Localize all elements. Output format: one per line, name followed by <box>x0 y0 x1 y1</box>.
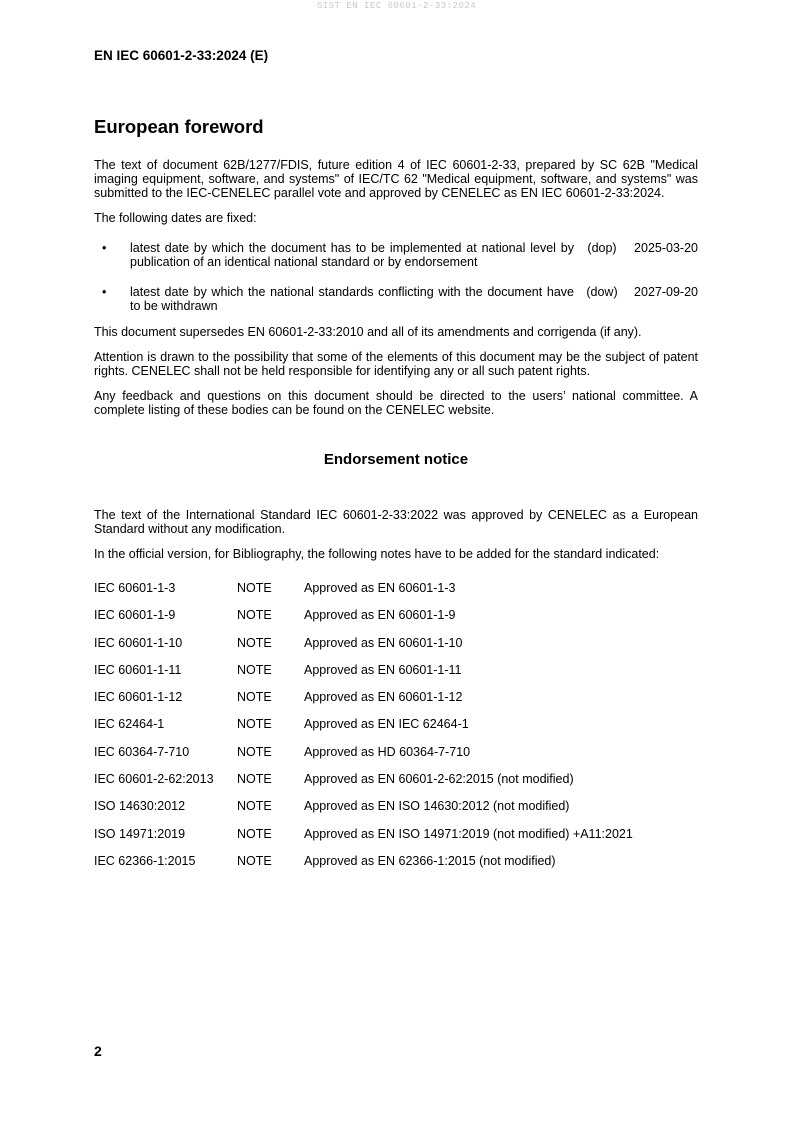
note-text-cell: Approved as EN 60601-1-3 <box>304 581 456 595</box>
note-text-cell: Approved as EN 60601-1-9 <box>304 608 456 623</box>
bibliography-notes-table <box>94 581 698 881</box>
bullet-code: (dop) <box>587 241 617 255</box>
standard-cell: IEC 60601-2-62:2013 <box>94 772 214 787</box>
note-text-cell: Approved as EN ISO 14971:2019 (not modified) +A11:2021 <box>304 826 633 841</box>
table-row <box>94 799 698 826</box>
foreword-title: European foreword <box>94 116 264 137</box>
standard-cell: IEC 60601-1-10 <box>94 635 183 650</box>
bullet-text: latest date by which the national standards conflicting with the document have to be withdrawn <box>130 285 574 313</box>
note-label-cell: NOTE <box>237 772 272 787</box>
note-label-cell: NOTE <box>237 662 272 677</box>
note-label-cell: NOTE <box>237 690 272 705</box>
watermark: SIST EN IEC 60601-2-33:2024 <box>316 1 477 11</box>
standard-cell: IEC 60364-7-710 <box>94 744 190 759</box>
note-label-cell: NOTE <box>237 635 272 650</box>
bullet-marker: • <box>102 241 107 255</box>
standard-cell: IEC 60601-1-9 <box>94 608 176 623</box>
standard-cell: IEC 62366-1:2015 <box>94 853 196 868</box>
note-label-cell: NOTE <box>237 853 272 868</box>
bullet-marker: • <box>102 285 107 299</box>
bullet-text: latest date by which the document has to be implemented at national level by publication of an identical national standard or by endorsement <box>130 241 574 269</box>
note-text-cell: Approved as EN IEC 62464-1 <box>304 717 469 732</box>
note-label-cell: NOTE <box>237 799 272 814</box>
foreword-paragraph-4: Attention is drawn to the possibility that some of the elements of this document may be the subject of patent rights. CENELEC shall not be held responsible for identifying any or all such patent rights. <box>94 350 698 378</box>
foreword-paragraph-5: Any feedback and questions on this document should be directed to the users’ national committee. A complete listing of these bodies can be found on the CENELEC website. <box>94 389 698 417</box>
bullet-date: 2027-09-20 <box>634 285 698 299</box>
foreword-paragraph-1: The text of document 62B/1277/FDIS, future edition 4 of IEC 60601-2-33, prepared by SC 62B "Medical imaging equipment, software, and systems" of IEC/TC 62 "Medical equipment, software, and systems" was submitted to the IEC-CENELEC parallel vote and approved by CENELEC as EN IEC 60601-2-33:2024. <box>94 158 698 200</box>
note-text-cell: Approved as EN 60601-1-12 <box>304 690 463 705</box>
table-row <box>94 663 698 690</box>
note-label-cell: NOTE <box>237 581 272 595</box>
note-label-cell: NOTE <box>237 744 272 759</box>
note-text-cell: Approved as HD 60364-7-710 <box>304 744 471 759</box>
foreword-paragraph-2: The following dates are fixed: <box>94 211 257 225</box>
standard-cell: ISO 14971:2019 <box>94 826 186 841</box>
note-label-cell: NOTE <box>237 608 272 623</box>
endorsement-paragraph-2: In the official version, for Bibliography, the following notes have to be added for the standard indicated: <box>94 547 660 561</box>
endorsement-title: Endorsement notice <box>323 451 469 468</box>
table-row <box>94 717 698 744</box>
date-bullet-dop <box>94 241 698 269</box>
page-content <box>94 116 698 881</box>
page-number: 2 <box>94 1043 102 1059</box>
bullet-code: (dow) <box>586 285 618 299</box>
foreword-paragraph-3: This document supersedes EN 60601-2-33:2010 and all of its amendments and corrigenda (if any). <box>94 325 642 339</box>
note-text-cell: Approved as EN 60601-2-62:2015 (not modified) <box>304 772 574 787</box>
standard-cell: IEC 60601-1-11 <box>94 662 182 677</box>
endorsement-paragraph-1: The text of the International Standard IEC 60601-2-33:2022 was approved by CENELEC as a European Standard without any modification. <box>94 508 698 536</box>
standard-cell: IEC 60601-1-3 <box>94 581 176 595</box>
standard-cell: ISO 14630:2012 <box>94 799 186 814</box>
note-text-cell: Approved as EN ISO 14630:2012 (not modified) <box>304 799 570 814</box>
note-text-cell: Approved as EN 62366-1:2015 (not modified) <box>304 853 556 868</box>
date-bullet-dow <box>94 285 698 313</box>
table-row <box>94 581 698 608</box>
table-row <box>94 636 698 663</box>
table-row <box>94 690 698 717</box>
note-text-cell: Approved as EN 60601-1-11 <box>304 662 462 677</box>
table-row <box>94 608 698 635</box>
bullet-date: 2025-03-20 <box>634 241 698 255</box>
note-label-cell: NOTE <box>237 717 272 732</box>
note-label-cell: NOTE <box>237 826 272 841</box>
document-identifier: EN IEC 60601-2-33:2024 (E) <box>94 48 269 63</box>
standard-cell: IEC 62464-1 <box>94 717 165 732</box>
table-row <box>94 772 698 799</box>
standard-cell: IEC 60601-1-12 <box>94 690 183 705</box>
table-row <box>94 854 698 881</box>
note-text-cell: Approved as EN 60601-1-10 <box>304 635 463 650</box>
table-row <box>94 745 698 772</box>
table-row <box>94 827 698 854</box>
